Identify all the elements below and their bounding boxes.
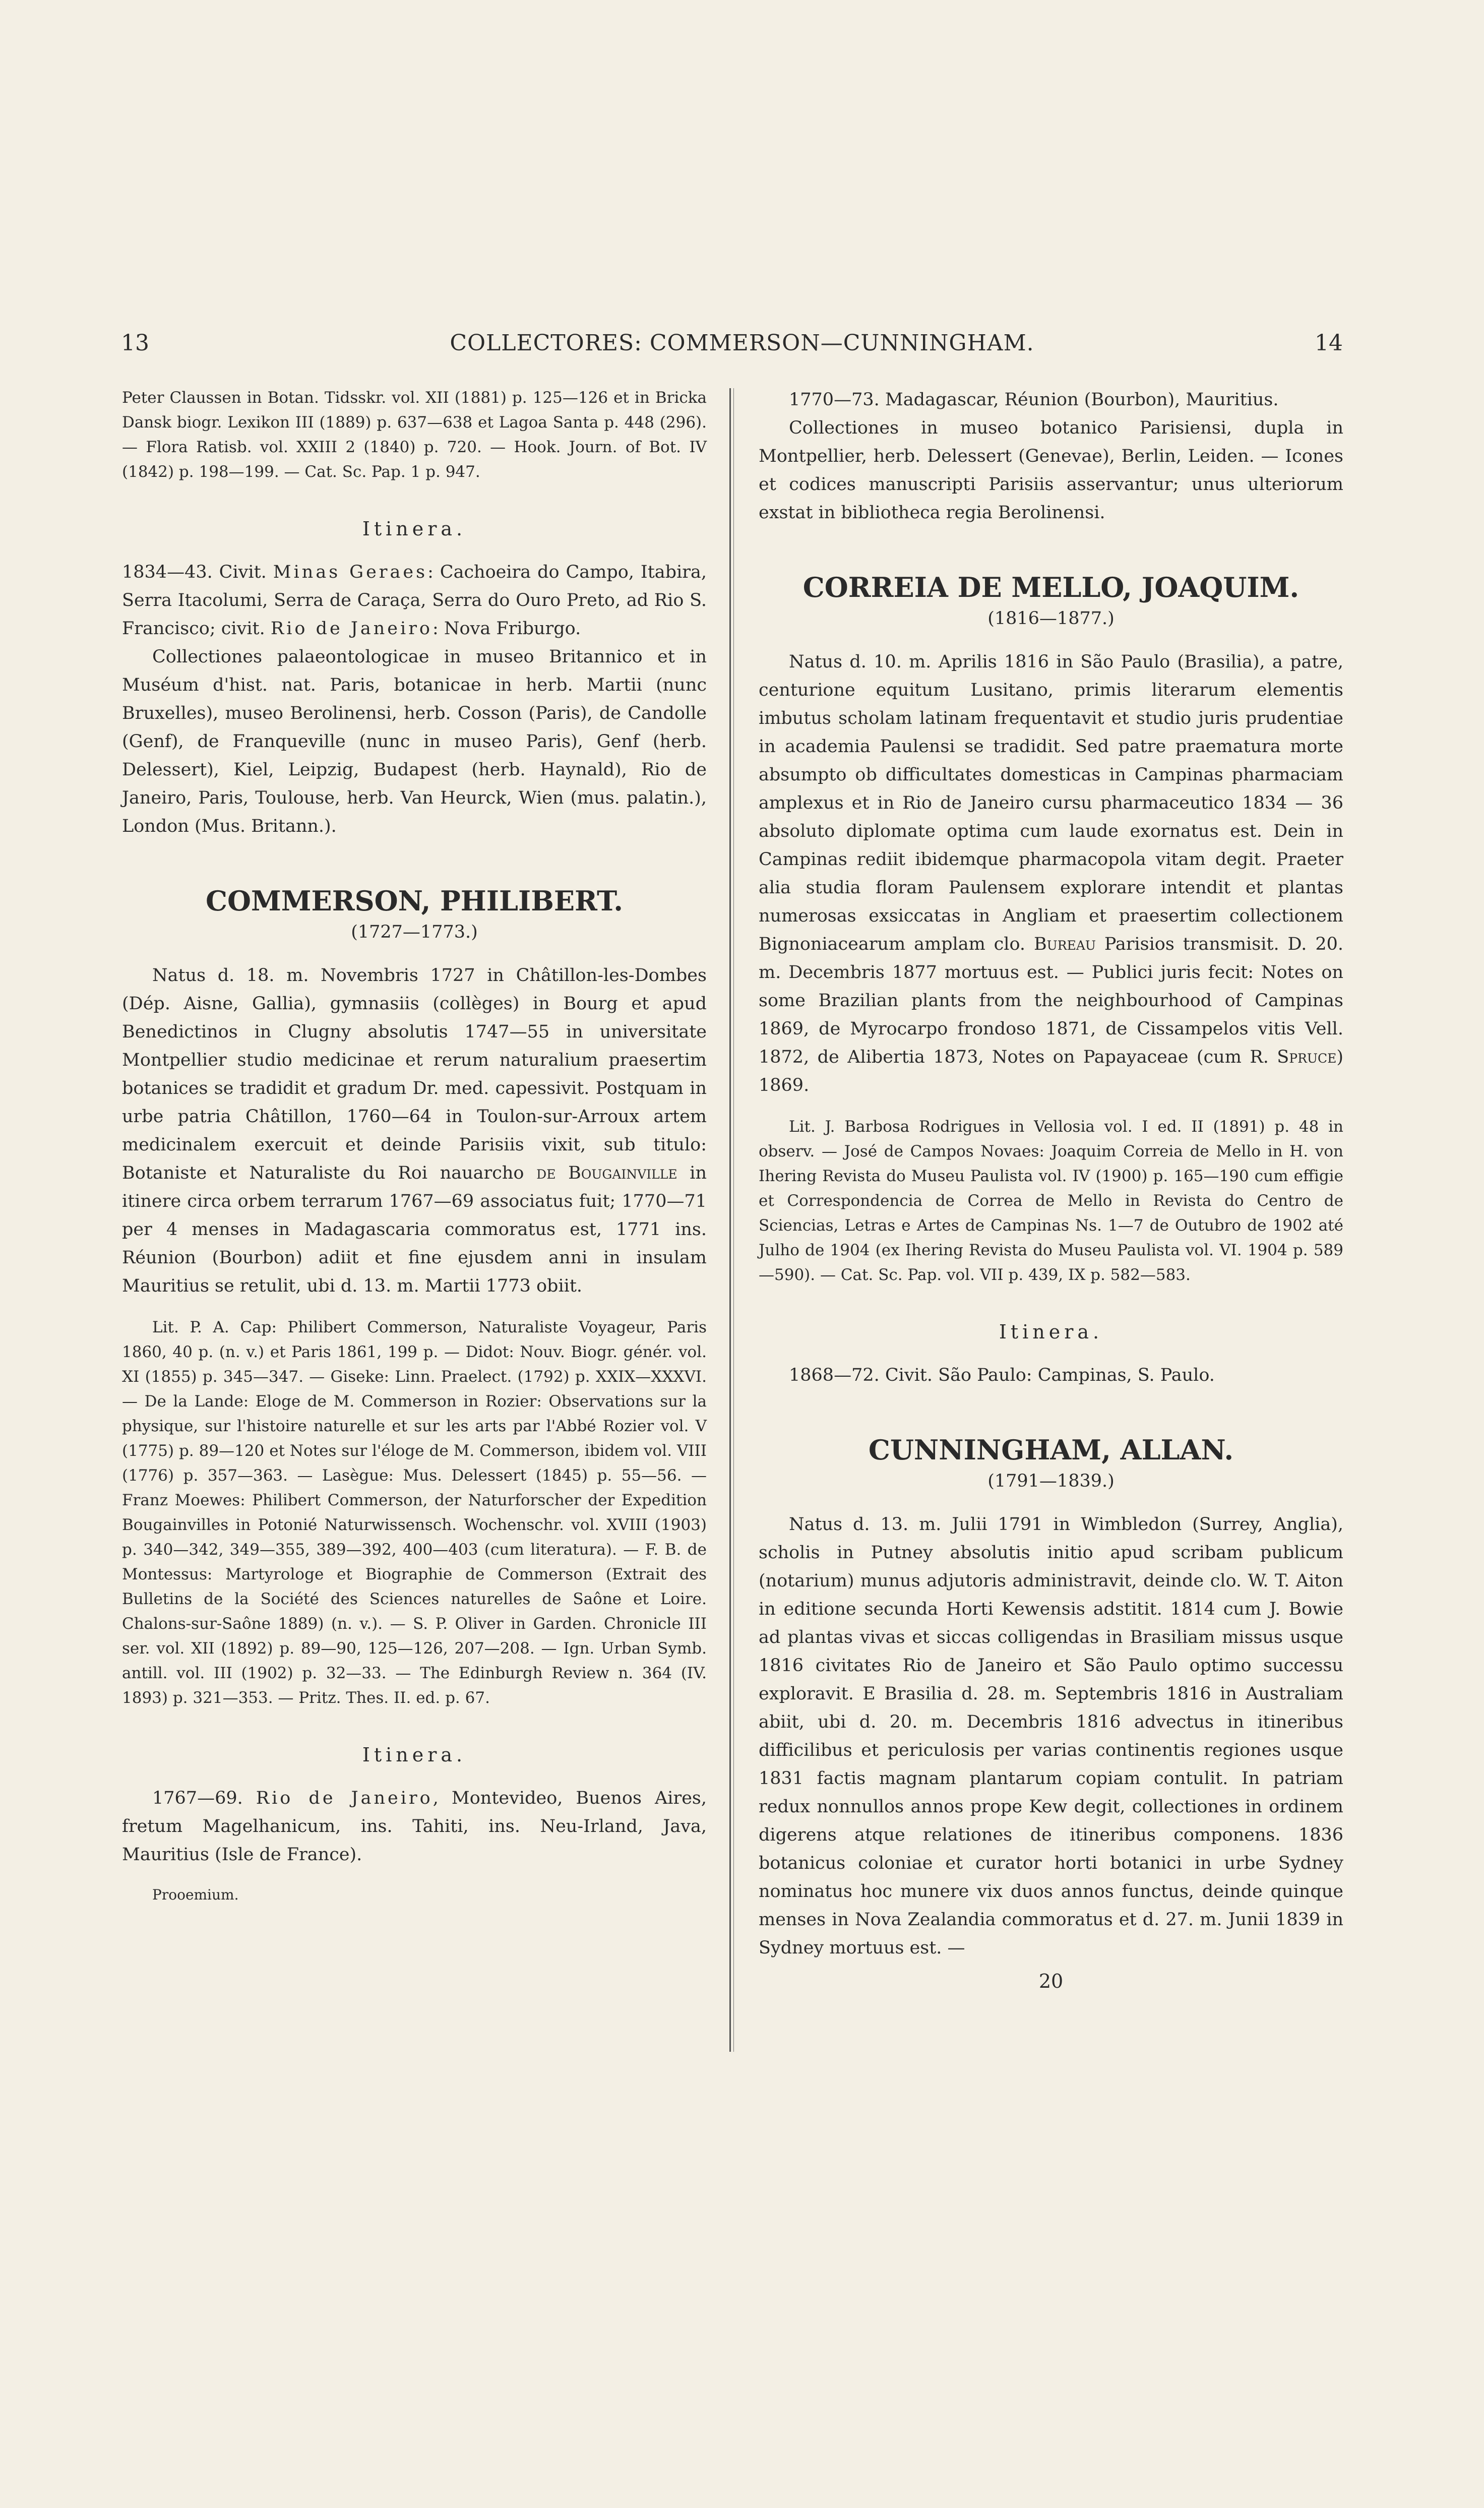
page-number-left: 13 — [121, 330, 149, 356]
biography-paragraph — [759, 648, 1343, 1099]
entry-title-correia: CORREIA DE MELLO, JOAQUIM. — [802, 571, 1300, 603]
biography-text: Bureau — [1033, 934, 1096, 954]
entry-dates: (1816—1877.) — [987, 608, 1115, 629]
page-number-right: 14 — [1315, 330, 1343, 356]
biography-paragraph — [122, 961, 707, 1300]
biography-text: Parisios transmisit. D. 20. m. Decembris 1877 mortuus est. — Publici juris fecit: Notes on some Brazilian plants from the neighbourhood of Campinas 1869, de Myrocarpo frondoso 1871, de Cissampelos vitis Vell. 1872, de Alibertia 1873, Notes on Papayaceae (cum R. — [759, 934, 1343, 1067]
literature-paragraph: Lit. P. A. Cap: Philibert Commerson, Naturaliste Voyageur, Paris 1860, 40 p. (n. v.) et Paris 1861, 199 p. — Didot: Nouv. Biogr. génér. vol. XI (1855) p. 345—347. — Giseke: Linn. Praelect. (1792) p. XXIX—XXXVI. — De la Lande: Eloge de M. Commerson in Rozier: Observations sur la physique, sur l'histoire naturelle et sur les arts par l'Abbé Rozier vol. V (1775) p. 89—120 et Notes sur l'éloge de M. Commerson, ibidem vol. VIII (1776) p. 357—363. — Lasègue: Mus. Delessert (1845) p. 55—56. — Franz Moewes: Philibert Commerson, der Naturforscher der Expedition Bougainvilles in Potonié Naturwissensch. Wochenschr. vol. XVIII (1903) p. 340—342, 349—355, 389—392, 400—403 (cum literatura). — F. B. de Montessus: Martyrologe et Biographie de Commerson (Extrait des Bulletins de la Société des Sciences naturelles de Saône et Loire. Chalons-sur-Saône 1889) (n. v.). — S. P. Oliver in Garden. Chronicle III ser. vol. XII (1892) p. 89—90, 125—126, 207—208. — Ign. Urban Symb. antill. vol. III (1902) p. 32—33. — The Edinburgh Review n. 364 (IV. 1893) p. 321—353. — Pritz. Thes. II. ed. p. 67. — [122, 1318, 707, 1707]
itinera-paragraph — [122, 1784, 707, 1869]
biography-text: Spruce — [1277, 1047, 1337, 1067]
running-title: COLLECTORES: COMMERSON—CUNNINGHAM. — [450, 330, 1034, 356]
biography-text: de Bougainville — [536, 1163, 677, 1183]
itinera-places: : Nova Friburgo. — [432, 619, 581, 639]
collections-paragraph: Collectiones in museo botanico Parisiensi, dupla in Montpellier, herb. Delessert (Genevae), Berlin, Leiden. — Icones et codices manuscripti Parisiis asservantur; unus ulteriorum exstat in bibliotheca regia Berolinensi. — [759, 418, 1343, 523]
biography-paragraph: Natus d. 13. m. Julii 1791 in Wimbledon (Surrey, Anglia), scholis in Putney absolutis initio apud scribam publicum (notarium) munus adjutoris administravit, deinde clo. W. T. Aiton in editione secunda Horti Kewensis adstitit. 1814 cum J. Bowie ad plantas vivas et siccas colligendas in Brasiliam missus usque 1816 civitates Rio de Janeiro et São Paulo optimo successu exploravit. E Brasilia d. 28. m. Septembris 1816 in Australiam abiit, ubi d. 20. m. Decembris 1816 advectus in itineribus difficilibus et periculosis per varias continentis regiones usque 1831 factis magnam plantarum copiam contulit. In patriam redux nonnullos annos prope Kew degit, collectiones in ordinem digerens atque relationes de itineribus componens. 1836 botanicus coloniae et curator horti botanici in urbe Sydney nominatus hoc munere vix duos annos functus, deinde quinque menses in Nova Zealandia commoratus et d. 27. m. Junii 1839 in Sydney mortuus est. — — [759, 1514, 1343, 1958]
entry-title-commerson: COMMERSON, PHILIBERT. — [205, 885, 623, 917]
column-divider-thin — [733, 388, 734, 2052]
itinera-region: Rio de Janeiro — [256, 1788, 433, 1808]
itinera-years: 1834—43. Civit. — [122, 562, 273, 582]
footer-note: Prooemium. — [152, 1886, 239, 1903]
entry-title-cunningham: CUNNINGHAM, ALLAN. — [868, 1434, 1234, 1466]
biography-text: in itinere circa orbem terrarum 1767—69 associatus fuit; 1770—71 per 4 menses in Madagascaria commoratus est, 1771 ins. Réunion (Bourbon) adiit et fine ejusdem anni in insulam Mauritius se retulit, ubi d. 13. m. Martii 1773 obiit. — [122, 1163, 707, 1296]
literature-continued: Peter Claussen in Botan. Tidsskr. vol. XII (1881) p. 125—126 et in Bricka Dansk biogr. Lexikon III (1889) p. 637—638 et Lagoa Santa p. 448 (296). — Flora Ratisb. vol. XXIII 2 (1840) p. 720. — Hook. Journ. of Bot. IV (1842) p. 198—199. — Cat. Sc. Pap. 1 p. 947. — [122, 389, 707, 481]
signature-mark: 20 — [1038, 1970, 1064, 1992]
itinera-years: 1767—69. — [152, 1788, 256, 1808]
itinera-region: Minas Geraes — [273, 562, 428, 582]
collections-paragraph: Collectiones palaeontologicae in museo Britannico et in Muséum d'hist. nat. Paris, botanicae in herb. Martii (nunc Bruxelles), museo Berolinensi, herb. Cosson (Paris), de Candolle (Genf), de Franqueville (nunc in museo Paris), Genf (herb. Delessert), Kiel, Leipzig, Budapest (herb. Haynald), Rio de Janeiro, Paris, Toulouse, herb. Van Heurck, Wien (mus. palatin.), London (Mus. Britann.). — [122, 647, 707, 836]
literature-paragraph: Lit. J. Barbosa Rodrigues in Vellosia vol. I ed. II (1891) p. 48 in observ. — José de Campos Novaes: Joaquim Correia de Mello in H. von Ihering Revista do Museu Paulista vol. IV (1900) p. 165—190 cum effigie et Correspondencia de Correa de Mello in Revista do Centro de Sciencias, Letras e Artes de Campinas Ns. 1—7 de Outubro de 1902 até Julho de 1904 (ex Ihering Revista do Museu Paulista vol. VI. 1904 p. 589—590). — Cat. Sc. Pap. vol. VII p. 439, IX p. 582—583. — [759, 1118, 1343, 1284]
itinera-places: : Cachoeira do Campo, Itabira, Serra Itacolumi, Serra de Caraça, Serra do Ouro Preto, ad Rio S. Francisco; civit. — [122, 562, 707, 639]
biography-text: Natus d. 18. m. Novembris 1727 in Châtillon-les-Dombes (Dép. Aisne, Gallia), gymnasiis (collèges) in Bourg et apud Benedictinos in Clugny absolutis 1747—55 in universitate Montpellier studio medicinae et rerum naturalium praesertim botanices se tradidit et gradum Dr. med. capessivit. Postquam in urbe patria Châtillon, 1760—64 in Toulon-sur-Arroux artem medicinalem exercuit et deinde Parisiis vixit, sub titulo: Botaniste et Naturaliste du Roi nauarcho — [122, 965, 707, 1183]
itinera-heading: Itinera. — [362, 518, 467, 540]
itinera-region: Rio de Janeiro — [270, 619, 432, 639]
biography-text: ) 1869. — [759, 1047, 1343, 1095]
right-column — [759, 386, 1343, 1995]
itinera-continued: 1770—73. Madagascar, Réunion (Bourbon), Mauritius. — [789, 390, 1279, 410]
itinera-heading: Itinera. — [362, 1744, 467, 1766]
column-divider — [729, 388, 731, 2052]
left-column — [122, 386, 707, 1909]
page-header — [0, 330, 1484, 360]
itinera-places: , Montevideo, Buenos Aires, fretum Magelhanicum, ins. Tahiti, ins. Neu-Irland, Java, Mauritius (Isle de France). — [122, 1788, 707, 1865]
itinera-paragraph: 1868—72. Civit. São Paulo: Campinas, S. Paulo. — [789, 1365, 1215, 1385]
biography-text: Natus d. 10. m. Aprilis 1816 in São Paulo (Brasilia), a patre, centurione equitum Lusitano, primis literarum elementis imbutus scholam latinam frequentavit et studio juris prudentiae in academia Paulensi se tradidit. Sed patre praematura morte absumpto ob difficultates domesticas in Campinas pharmaciam amplexus et in Rio de Janeiro cursu pharmaceutico 1834 — 36 absoluto diplomate optima cum laude exornatus est. Dein in Campinas rediit ibidemque pharmacopola vitam degit. Praeter alia studia floram Paulensem explorare intendit et plantas numerosas exsiccatas in Angliam et praesertim collectionem Bignoniacearum amplam clo. — [759, 652, 1343, 954]
itinera-heading: Itinera. — [999, 1321, 1103, 1343]
itinera-paragraph — [122, 558, 707, 643]
entry-dates: (1727—1773.) — [351, 922, 478, 942]
entry-dates: (1791—1839.) — [987, 1471, 1115, 1491]
